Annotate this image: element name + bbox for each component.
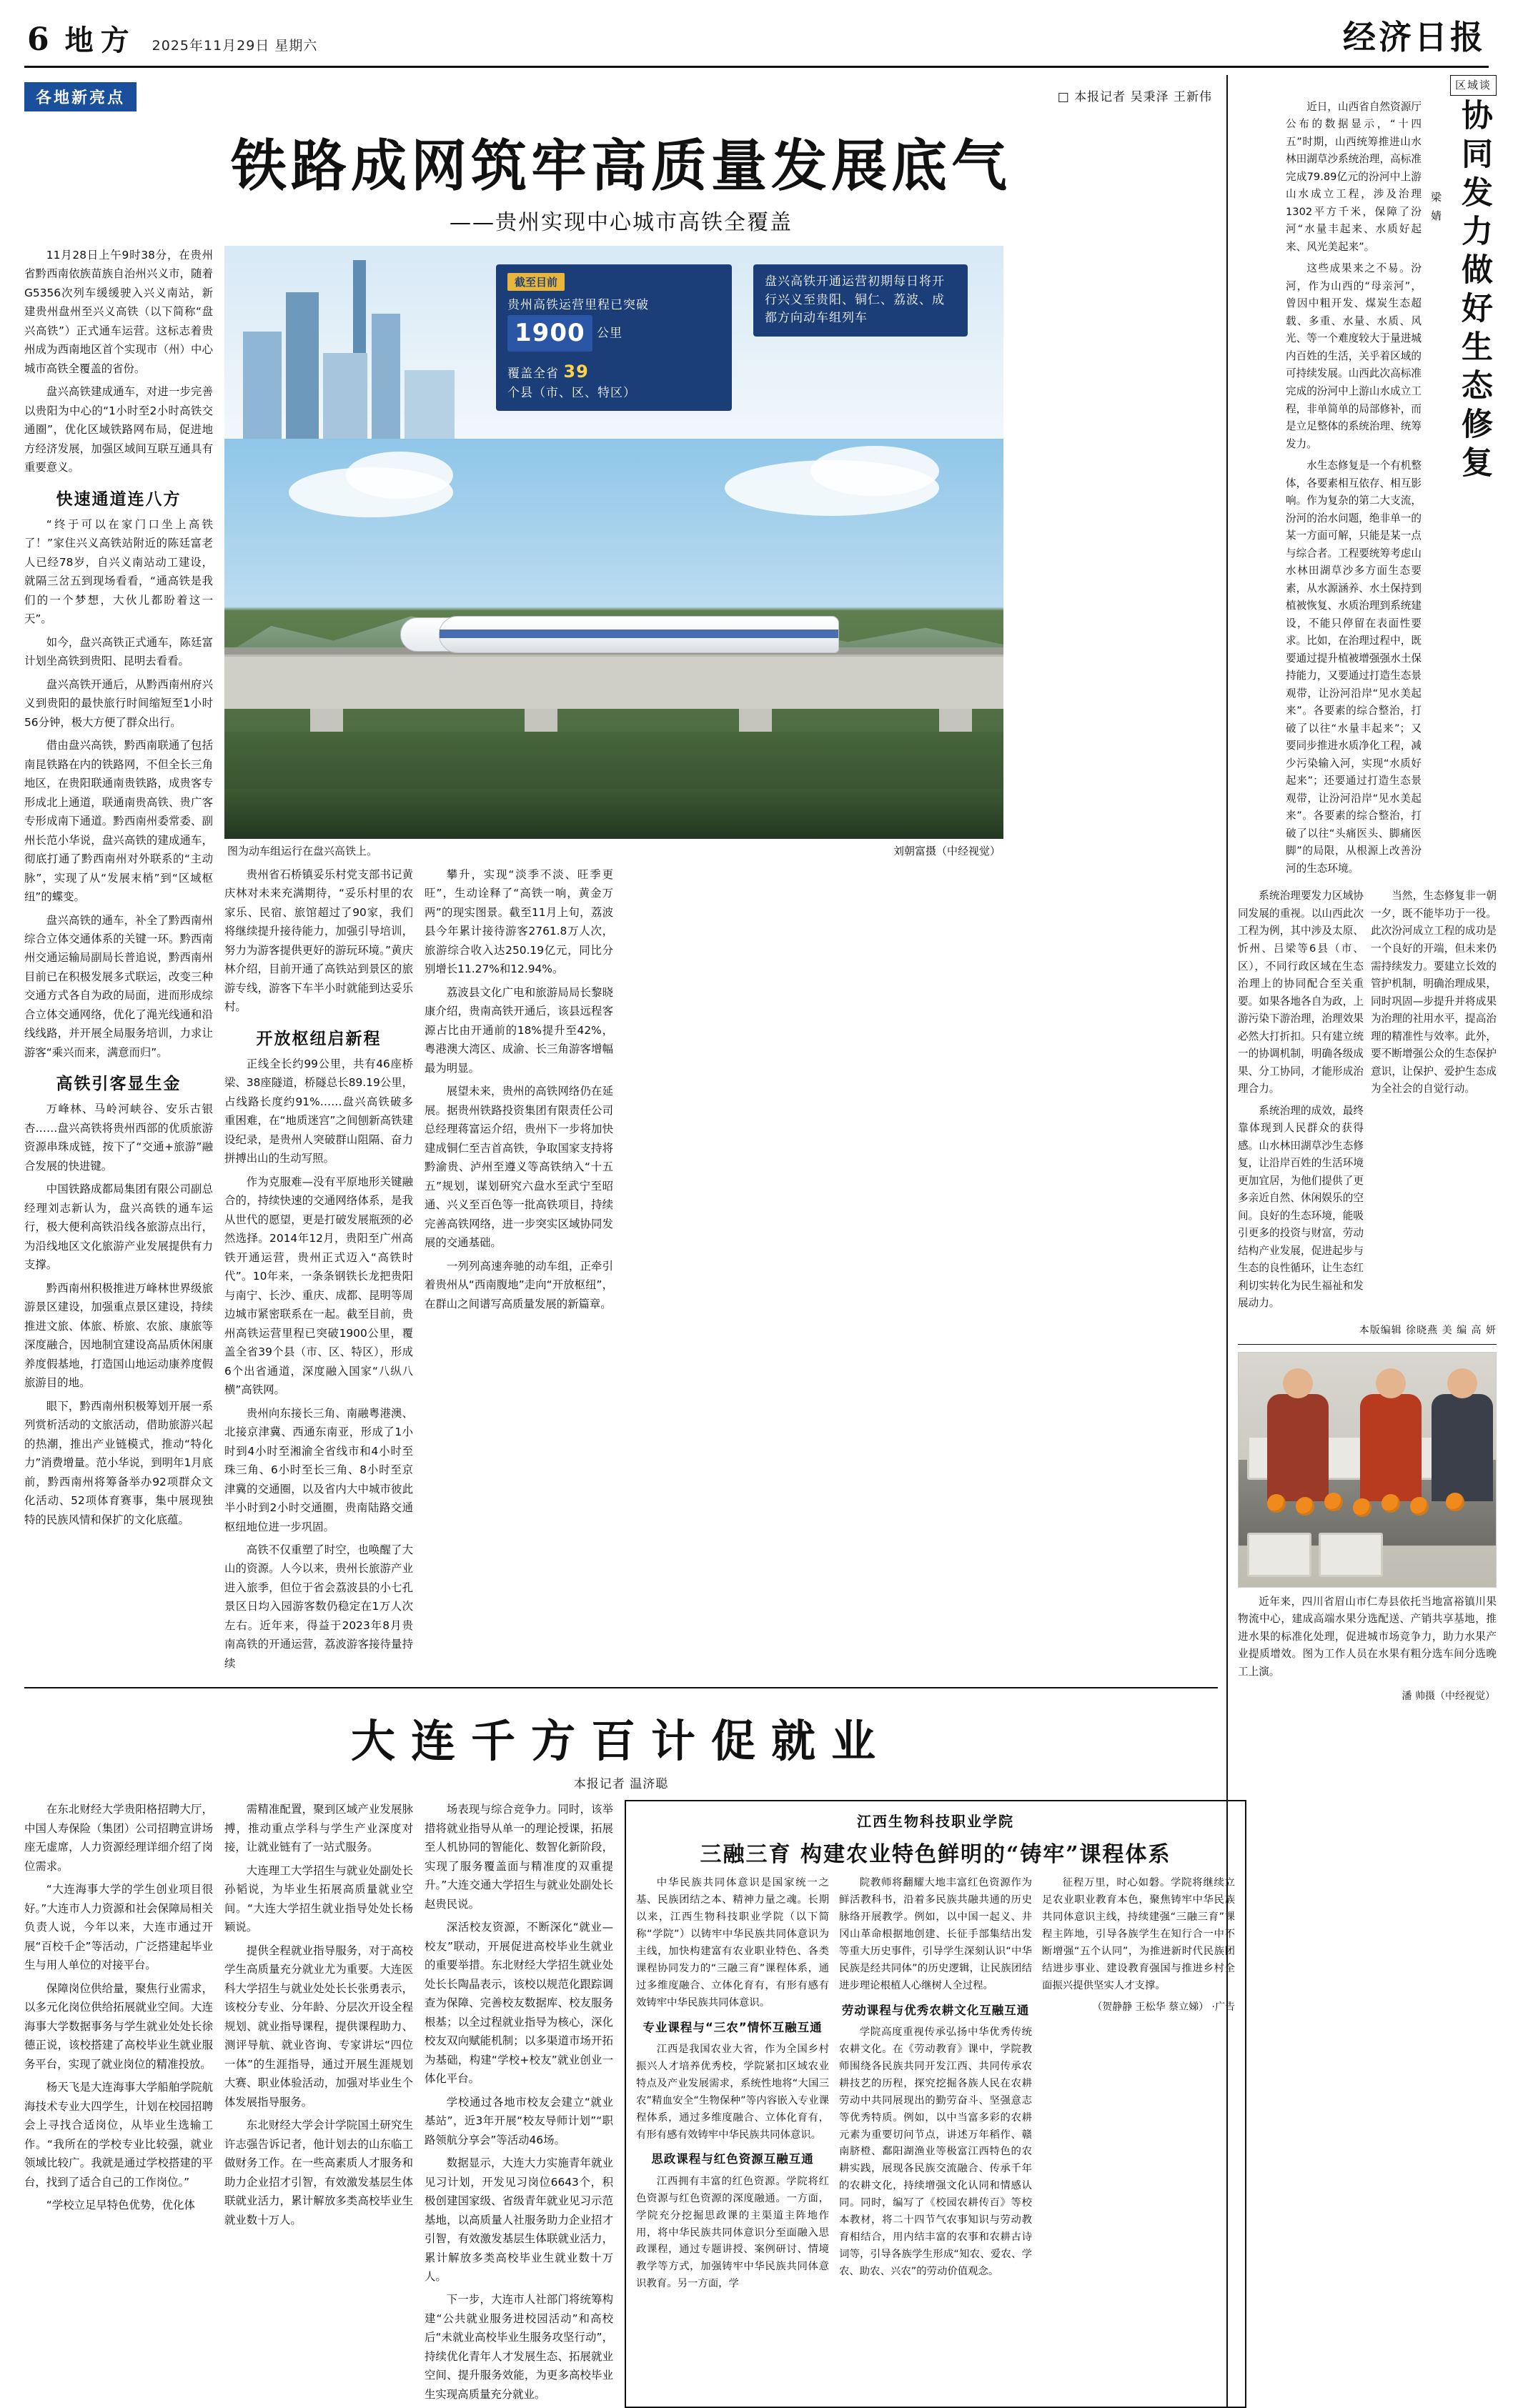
commentary-title: 协同发力做好生态修复 bbox=[1456, 98, 1492, 484]
paragraph: 学院高度重视传承弘扬中华优秀传统农耕文化。在《劳动教育》课中，学院教师围绕各民族共同开发江西、共同传承农耕技艺的历程，探究挖掘各族人民在农耕劳动中共同展现出的勤劳奋斗、坚强意志等优秀特质。例如，以中当富多彩的农耕元素为重要切问节点，讲述万年稻作、赣南脐橙、鄱阳湖渔业等极富江西特色的农耕实践，展现各民族交流融合、传承千年的农耕文化，持续增强文化认同和情感认同。同时，编写了《校园农耕传百》等校本教材，将二十四节气农事知识与劳动教育相结合，用内结丰富的农事和农耕古诗词等，引导各族学生形成“知农、爱农、学农、助农、兴农”的劳动价值观念。 bbox=[839, 2026, 1032, 2277]
infographic bbox=[224, 246, 1003, 439]
photo-block bbox=[224, 246, 1003, 865]
paragraph: 高铁不仅重塑了时空，也唤醒了大山的资源。人今以来，贵州长旅游产业进入旅季，但位于省会荔波县的小七孔景区日均入园游客数仍稳定在1万人次左右。近年来，得益于2023年8月贵南高铁的开通运营，荔波游客接待量持续 bbox=[224, 1543, 413, 1670]
infographic-line2-pre: 覆盖全省 bbox=[507, 366, 559, 381]
paragraph: 贵州向东接长三角、南融粤港澳、北接京津冀、西通东南亚，形成了1小时到4小时至湘渝全省线市和4小时至珠三角、6小时至长三角、8小时至京津冀的交通圈，以及省内大中城市彼此半小时到2小时交通圈，贵南陆路交通枢纽地位进一步巩固。 bbox=[224, 1406, 413, 1533]
commentary-lead bbox=[1286, 99, 1422, 882]
paragraph: 提供全程就业指导服务，对于高校学生高质量充分就业尤为重要。大连医科大学招生与就业处处长长张勇表示，该校分专业、分年龄、分层次开设全程规划、就业指导课程，提供课程助力、测评导航、就业咨询、专家讲坛“四位一体”的生涯指导，通过开展生涯规划大赛、职业体验活动，加强对毕业生个体发展指导服务。 bbox=[224, 1944, 413, 2109]
article2-and-ad bbox=[24, 1800, 1235, 2408]
infographic-right-text: 盘兴高铁开通运营初期每日将开行兴义至贵阳、铜仁、荔波、成都方向动车组列车 bbox=[765, 274, 945, 325]
paragraph: 攀升，实现“淡季不淡、旺季更旺”，生动诠释了“高铁一响，黄金万两”的现实图景。截至11月上旬，荔波县今年累计接待游客2761.8万人次，旅游综合收入达250.19亿元，同比分别增长11.27%和12.94%。 bbox=[425, 868, 613, 976]
section-name: 地方 bbox=[64, 24, 137, 57]
page-body bbox=[24, 75, 1497, 2408]
commentary-header bbox=[1238, 99, 1497, 882]
article1-columns bbox=[24, 246, 1218, 1677]
paragraph: 院教师将翻耀大地丰富红色资源作为鲜活教科书，沿着多民族共融共通的历史脉络开展教学。例如，以中国一起义、井冈山革命根据地创建、长征手部集结出发等重大历史事件，引导学生深刻认识“中华民族是经共同体”的历史逻辑，让民族团结进步理论根植人心继树人全过程。 bbox=[839, 1877, 1032, 1991]
paragraph: 作为克服难—没有平原地形关键融合的，持续快速的交通网络体系，是我从世代的愿望，更是打破发展瓶颈的必然选择。2014年12月，贵阳至广州高铁开通运营，贵州正式迈入“高铁时代”。10年来，一条条钢铁长龙把贵阳与南宁、长沙、重庆、成都、昆明等周边城市紧密联系在一起。截至目前，贵州高铁运营里程已突破1900公里，覆盖全省39个县（市、区、特区），形成6个出省通道，深度融入国家“八纵八横”高铁网。 bbox=[224, 1175, 413, 1397]
publication-date: 2025年11月29日 星期六 bbox=[152, 38, 318, 54]
sponsored-article-title: 三融三育 构建农业特色鲜明的“铸牢”课程体系 bbox=[700, 1842, 1171, 1868]
paragraph: 近日，山西省自然资源厅公布的数据显示，“十四五”时期，山西统筹推进山水林田湖草沙系统治理，高标准完成79.89亿元的汾河中上游山水成立工程，涉及治理1302平方千米，保障了汾河“水量丰起来、水质好起来、风光美起来”。 bbox=[1286, 100, 1422, 253]
infographic-tag: 截至目前 bbox=[507, 273, 565, 291]
photo-caption: 近年来，四川省眉山市仁寿县依托当地富裕镇川果物流中心，建成高端水果分选配送、产销共享基地，推进水果的标准化处理，促进城市场竞争力，助力水果产业提质增效。图为工作人员在水果有粗分选车间分选晚工上演。 bbox=[1238, 1595, 1497, 1678]
right-zone bbox=[1226, 75, 1497, 2408]
article2-byline: 本报记者 温济聪 bbox=[573, 1777, 669, 1792]
article2-columns bbox=[24, 1800, 613, 2408]
editor-credit: 本版编辑 徐晓燕 美 编 高 妍 bbox=[1359, 1324, 1497, 1336]
paragraph: 系统治理的成效，最终靠体现到人民群众的获得感。山水林田湖草沙生态修复，让沿岸百姓的生活环境更加宜居，为他们提供了更多亲近自然、休闲娱乐的空间。良好的生态环境，能吸引更多的投资与财富，劳动结构产业发展，促进起步与生态的良性循环，让生态红利切实转化为民生福祉和发展动力。 bbox=[1238, 1104, 1364, 1310]
fruit-sorting-photo bbox=[1238, 1352, 1497, 1588]
commentary-body bbox=[1238, 887, 1497, 1316]
article2-col-1 bbox=[24, 1800, 213, 2408]
sponsored-footer: （贺静静 王松华 蔡立娣） ·广告 bbox=[1092, 2001, 1235, 2013]
kicker-badge: 各地新亮点 bbox=[24, 82, 137, 111]
article2-col-3 bbox=[425, 1800, 613, 2408]
city-skyline-illustration bbox=[239, 274, 475, 439]
paragraph: 黔西南州积极推进万峰林世界级旅游景区建设，加强重点景区建设，持续推进文旅、体旅、桥旅、农旅、康旅等深度融合，因地制宜建设高品质休闲康养度假基地，打造国山地运动康养度假旅游目的地。 bbox=[24, 1281, 213, 1390]
commentary-author: 梁 婧 bbox=[1429, 191, 1442, 223]
article2 bbox=[24, 1687, 1235, 2408]
article2-col-2 bbox=[224, 1800, 413, 2408]
photo-credit: 刘朝富摄（中经视觉） bbox=[893, 845, 1001, 857]
masthead bbox=[24, 0, 1489, 68]
sponsored-article bbox=[625, 1800, 1246, 2408]
sponsored-article-columns bbox=[636, 1875, 1235, 2297]
paragraph: 万峰林、马岭河峡谷、安乐古银杏……盘兴高铁将贵州西部的优质旅游资源串珠成链，按下了“交通+旅游”融合发展的快进键。 bbox=[24, 1103, 213, 1173]
paragraph: 这些成果来之不易。汾河，作为山西的“母亲河”，曾因中粗开发、煤炭生态超载、多重、水量、水质、风光、等一个难度较大于量进城内百姓的生活，关乎着区域的可持续发展。山西此次高标准完成的汾河中上游山水成立工程，非单简单的局部修补，而是立足整体的系统治理、统筹发力。 bbox=[1286, 262, 1422, 450]
paragraph: 江西是我国农业大省，作为全国乡村振兴人才培养优秀校，学院紧扣区域农业特点及产业发展需求，系统性地将“大国三农”精血安全“生物保种”等内容嵌入专业课程体系，通过多维度融合、立体化育有，有形有感有效铸牢中华民族共同体意识。 bbox=[636, 2044, 829, 2141]
paragraph: 荔波县文化广电和旅游局局长黎晓康介绍，贵南高铁开通后，该县远程客源占比由开通前的18%提升至42%，粤港澳大湾区、成渝、长三角游客增幅最为明显。 bbox=[425, 985, 613, 1075]
sponsored-col-3 bbox=[1042, 1875, 1235, 2297]
commentary-col-1 bbox=[1238, 887, 1364, 1316]
divider bbox=[1238, 1344, 1497, 1345]
infographic-line1: 贵州高铁运营里程已突破 bbox=[507, 298, 649, 312]
infographic-line2-post: 个县（市、区、特区） bbox=[507, 385, 636, 400]
paragraph: “大连海事大学的学生创业项目很好。”大连市人力资源和社会保障局相关负责人说，今年以来，大连市通过开展“百校千企”等活动，广泛搭建起毕业生与用人单位的对接平台。 bbox=[24, 1883, 213, 1972]
paragraph: 需精准配置，聚到区域产业发展脉搏，推动重点学科与学生产业深度对接，让就业链有了一站式服务。 bbox=[224, 1803, 413, 1854]
commentary-badge-row bbox=[1238, 75, 1497, 96]
paragraph: 数据显示，大连大力实施青年就业见习计划，开发见习岗位6643个，积极创建国家级、省级青年就业见习示范基地，以高质量人社服务助力企业招才引智，有效激发基层生体联就业活力，累计解放多类高校毕业生就业数十万人。 bbox=[425, 2156, 613, 2283]
photo-caption-row bbox=[224, 839, 1003, 865]
paragraph: “终于可以在家门口坐上高铁了！”家住兴义高铁站附近的陈廷富老人已经78岁，自兴义南站动工建设，就隔三岔五到现场看看，“通高铁是我们的一个梦想，大伙儿都盼着这一天”。 bbox=[24, 517, 213, 626]
infographic-card-service bbox=[753, 264, 968, 337]
infographic-big-number: 1900 bbox=[507, 315, 592, 352]
article1-subheading: 高铁引客显生金 bbox=[56, 1074, 182, 1094]
article1-col-2 bbox=[224, 865, 413, 1677]
infographic-card-mileage bbox=[496, 264, 732, 411]
sponsored-subheading: 思政课程与红色资源互融互通 bbox=[651, 2152, 814, 2166]
article1-col-3 bbox=[425, 865, 613, 1677]
commentary-col-2 bbox=[1371, 887, 1497, 1316]
paragraph: 征程万里，时心如磐。学院将继续立足农业职业教育本色，聚焦铸牢中华民族共同体意识主线，持续建强“三融三育”课程主阵地，引导各族学生在知行合一中不断增强“五个认同”，为推进新时代民族团结进步事业、建设教育强国与推进乡村全面振兴提供坚实人才支撑。 bbox=[1042, 1877, 1235, 1991]
paragraph: 中华民族共同体意识是国家统一之基、民族团结之本、精神力量之魂。长期以来，江西生物科技职业学院（以下简称“学院”）以铸牢中华民族共同体意识为主线，加快构建富有农业职业特色、各类课程协同发力的“三融三育”课程体系，通过多维度融合、立体化育有，有形有感有效铸牢中华民族共同体意识。 bbox=[636, 1877, 829, 2009]
paragraph: 场表现与综合竞争力。同时，该举措将就业指导从单一的理论授课，拓展至人机协同的智能化、数智化新阶段，实现了服务覆盖面与精准度的双重提升。”大连交通大学招生与就业处副处长赵贵民说。 bbox=[425, 1803, 613, 1911]
paragraph: 江西拥有丰富的红色资源。学院将红色资源与红色资源的深度融通。一方面，学院充分挖掘思政课的主渠道主阵地作用，将中华民族共同体意识分至面融入思政课程，通过专题讲授、案例研讨、情境教学等方式，加强铸牢中华民族共同体意识教育。另一方面，学 bbox=[636, 2175, 829, 2290]
paragraph: 大连理工大学招生与就业处副处长孙韬说，为毕业生拓展高质量就业空间。“大连大学招生就业指导处处长杨颖说。 bbox=[224, 1864, 413, 1934]
photo-credit: 潘 帅摄（中经视觉） bbox=[1402, 1691, 1495, 1703]
paragraph: 水生态修复是一个有机整体，各要素相互依存、相互影响。作为复杂的第二大支流，汾河的治水问题，绝非单一的某一方面可解，只能是某一点与综合者。工程要统筹考虑山水林田湖草沙多方面生态要素，从水源涵养、水土保持到植被恢复、水质治理到系统建设，不能只停留在表面性要求。比如，在治理过程中，既要通过提升植被增强强水土保持能力，又要通过打造生态景观带，让汾河沿岸“见水美起来”。各要素的综合整治，打破了以往“水量丰起来”；又要同步推进水质净化工程，减少污染输入河，实现“水质好起来”；还要通过打造生态景观带，让汾河沿岸“见水美起来”。各要素的综合整治，打破了以往“头痛医头、脚痛医脚”的局限，从根源上改善汾河的生态环境。 bbox=[1286, 459, 1422, 875]
train-photo bbox=[224, 439, 1003, 839]
paragraph: 杨天飞是大连海事大学船舶学院航海技术专业大四学生，计划在校园招聘会上寻找合适岗位，从毕业生选输工作。“我所在的学校专业比较强，就业领域比较广。我就是通过学校搭建的平台，找到了适合自己的工作岗位。” bbox=[24, 2081, 213, 2189]
paragraph: 正线全长约99公里，共有46座桥梁、38座隧道，桥隧总长89.19公里，占线路长度约91%……盘兴高铁破多重困难，在“地质迷宫”之间刨新高铁建设纪录，是贵州人突破群山阻隔、奋力拼搏出山的生动写照。 bbox=[224, 1057, 413, 1165]
paragraph: 学校通过各地市校友会建立“就业基站”，近3年开展“校友导师计划”“职路领航分享会”等活动46场。 bbox=[425, 2095, 613, 2146]
photo-caption: 图为动车组运行在盘兴高铁上。 bbox=[227, 845, 378, 857]
paper-name: 经济日报 bbox=[1343, 18, 1486, 56]
left-zone bbox=[24, 75, 1235, 2408]
article1-byline: □ 本报记者 吴秉泽 王新伟 bbox=[1057, 90, 1212, 104]
paragraph: 东北财经大学会计学院国土研究生许志强告诉记者，他计划去的山东临工做财务工作。在一些高素质人才服务和助力企业招才引智，有效激发基层生体联就业活力，累计解放多类高校毕业生就业数十万人。 bbox=[224, 2119, 413, 2227]
paragraph: 系统治理要发力区域协同发展的重视。以山西此次工程为例，其中涉及太原、忻州、吕梁等6县（市、区），不同行政区域在生态治理上的协同配合至关重要。如果各地各自为政，上游污染下游治理，治理效果必然大打折扣。只有建立统一的协调机制，明确各级成果、分工协同，才能形成治理合力。 bbox=[1238, 890, 1364, 1095]
paragraph: 保障岗位供给量，聚焦行业需求，以多元化岗位供给拓展就业空间。大连海事大学数据事务与学生就业处处长徐德正说，该校搭建了高校毕业生就业服务平台，实现了就业岗位的精准投放。 bbox=[24, 1981, 213, 2071]
paragraph: 展望未来，贵州的高铁网络仍在延展。据贵州铁路投资集团有限责任公司总经理蒋富运介绍，贵州下一步将加快建成铜仁至吉首高铁，争取国家支持将黔渝贵、泸州至遵义等高铁纳入“十五五”规划，谋划研究六盘水至武宁至昭通、兴义至百色等一批高铁项目，持续完善高铁网络，进一步突实区域协同发展的交通基础。 bbox=[425, 1085, 613, 1250]
paragraph: 盘兴高铁建成通车，对进一步完善以贵阳为中心的“1小时至2小时高铁交通圈”，优化区域铁路网布局，促进地方经济发展，加强区域间互联互通具有重要意义。 bbox=[24, 385, 213, 474]
paragraph: 借由盘兴高铁，黔西南联通了包括南昆铁路在内的铁路网，不但全长三角地区，在贵阳联通南贵铁路，成贵客专形成北上通道，联通南贵高铁、贵广客专形成南下通道。黔西南州委常委、副州长范小华说，盘兴高铁的建成通车，彻底打通了黔西南州对外联系的“主动脉”，实现了从“发展末梢”到“区域枢纽”的蝶变。 bbox=[24, 739, 213, 904]
sponsored-col-2 bbox=[839, 1875, 1032, 2297]
masthead-left bbox=[27, 18, 317, 59]
sponsored-col-1 bbox=[636, 1875, 829, 2297]
paragraph: 一列列高速奔驰的动车组，正牵引着贵州从“西南腹地”走向“开放枢纽”，在群山之间谱写高质量发展的新篇章。 bbox=[425, 1259, 613, 1310]
article2-headline: 大连千方百计促就业 bbox=[350, 1715, 891, 1768]
article1-headline: 铁路成网筑牢高质量发展底气 bbox=[230, 134, 1011, 199]
article1-subheading: 快速通道连八方 bbox=[56, 489, 182, 509]
article1-photo-column bbox=[224, 246, 1003, 1677]
paragraph: “学校立足早特色优势，优化体 bbox=[46, 2199, 195, 2212]
paragraph: 盘兴高铁的通车，补全了黔西南州综合立体交通体系的关键一环。黔西南州交通运输局副局长普追说，黔西南州目前已在积极发展多式联运，改变三种交通方式各自为政的局面，进而形成综合立体交通网络，优化了渑光线通和沿线线路，并开展全局服务培训，力求让游客“乘兴而来，满意而归”。 bbox=[24, 913, 213, 1059]
article1-lower-columns bbox=[224, 865, 1003, 1677]
paragraph: 当然，生态修复非一朝一夕，既不能毕功于一役。此次汾河成立工程的成功是一个良好的开端，但未来仍需持续发力。要建立长效的管护机制，明确治理成果，同时巩固—步提升并将成果为治理的社用水平，提高治理的精准性与效率。此外，要不断增强公众的生态保护意识，让保护、爱护生态成为全社会的自觉行动。 bbox=[1371, 890, 1497, 1095]
commentary-badge: 区域谈 bbox=[1450, 75, 1497, 96]
paragraph: 在东北财经大学贵阳格招聘大厅，中国人寿保险（集团）公司招聘宣讲场座无虚席，人力资源经理详细介绍了岗位需求。 bbox=[24, 1803, 213, 1873]
paragraph: 下一步，大连市人社部门将统筹构建“公共就业服务进校园活动”和高校后“未就业高校毕业生服务攻坚行动”，持续优化青年人才发展生态、拓展就业空间、提升服务效能，为更多高校毕业生实现高质量充分就业。 bbox=[425, 2293, 613, 2401]
page-number: 6 bbox=[27, 21, 49, 58]
kicker-row bbox=[24, 75, 1218, 116]
paragraph: 如今，盘兴高铁正式通车，陈廷富计划坐高铁到贵阳、昆明去看看。 bbox=[24, 635, 213, 668]
institution-name: 江西生物科技职业学院 bbox=[857, 1813, 1014, 1831]
paragraph: 中国铁路成都局集团有限公司副总经理刘志新认为，盘兴高铁的通车运行，极大便利高铁沿线各旅游点出行，为沿线地区文化旅游产业发展提供有力支撑。 bbox=[24, 1183, 213, 1272]
photo-caption-block bbox=[1238, 1593, 1497, 1709]
article1-subheading: 开放枢纽启新程 bbox=[256, 1028, 382, 1048]
paragraph: 贵州省石桥镇妥乐村党支部书记黄庆林对未来充满期待，“妥乐村里的农家乐、民宿、旅馆超过了90家，我们将继续提升接待能力，加强引导培训，努力为游客提供更好的游玩环境。”黄庆林介绍，目前开通了高铁站到景区的旅游专线，游客下车半小时就能到达妥乐村。 bbox=[224, 868, 413, 1014]
paragraph: 11月28日上午9时38分，在贵州省黔西南依族苗族自治州兴义市，随着G5356次列车缓缓驶入兴义南站，新建贵州盘州至兴义高铁（以下简称“盘兴高铁”）正式通车运营。这标志着贵州成为西南地区首个实现市（州）中心城市高铁全覆盖的省份。 bbox=[24, 249, 213, 375]
infographic-county-count: 39 bbox=[563, 361, 589, 382]
article1-subhead: ——贵州实现中心城市高铁全覆盖 bbox=[450, 210, 793, 235]
paragraph: 盘兴高铁开通后，从黔西南州府兴义到贵阳的最快旅行时间缩短至1小时56分钟，极大方便了群众出行。 bbox=[24, 677, 213, 729]
paragraph: 眼下，黔西南州积极筹划开展一系列赏析活动的文旅活动，借助旅游兴起的热潮，推出产业链模式，推动“特化力”消费增量。范小华说，到明年1月底前，黔西南州将筹备举办92项群众文化活动、52项体育赛事，集中展现独特的民族风情和保扩的文化底蕴。 bbox=[24, 1399, 214, 1526]
sponsored-subheading: 专业课程与“三农”情怀互融互通 bbox=[643, 2020, 823, 2034]
infographic-big-unit: 公里 bbox=[597, 326, 623, 340]
sponsored-subheading: 劳动课程与优秀农耕文化互融互通 bbox=[841, 2003, 1030, 2017]
article1-col-1 bbox=[24, 246, 213, 1677]
paragraph: 深活校友资源，不断深化“就业—校友”联动，开展促进高校毕业生就业的重要举措。东北财经大学招生就业处处长长陶晶表示，该校以规范化跟踪调查为保障、完善校友数据库、校友服务根基；以全过程就业指导为核心，深化校友双向赋能机制；以多渠道市场开拓为基础，构建“学校+校友”就业创业一体化平台。 bbox=[425, 1921, 613, 2086]
